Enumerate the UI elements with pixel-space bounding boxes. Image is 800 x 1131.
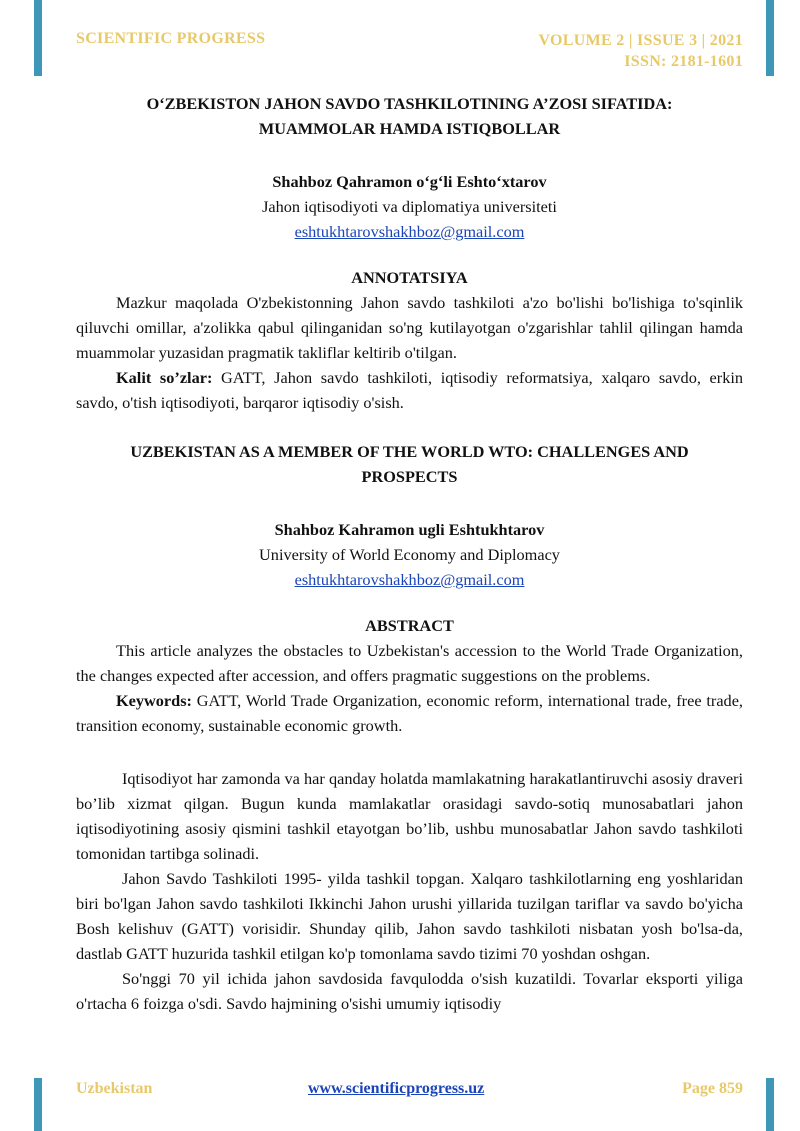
uz-title-line1: O‘ZBEKISTON JAHON SAVDO TASHKILOTINING A’ZOSI SIFATIDA: — [146, 94, 673, 113]
en-title-line1: UZBEKISTAN AS A MEMBER OF THE WORLD WTO: CHALLENGES AND — [130, 442, 689, 461]
footer-page-number: Page 859 — [682, 1080, 743, 1097]
body-paragraph-3: So'nggi 70 yil ichida jahon savdosida favqulodda o'sish kuzatildi. Tovarlar eksporti yiliga o'rtacha 6 foizga o'sdi. Savdo hajmining o'sishi umumiy iqtisodiy — [76, 969, 743, 1013]
journal-name: SCIENTIFIC PROGRESS — [76, 30, 266, 47]
footer-right-bar — [766, 1078, 774, 1131]
body-paragraph-1: Iqtisodiyot har zamonda va har qanday holatda mamlakatning harakatlantiruvchi asosiy draveri bo’lib xizmat qilgan. Bugun kunda mamlakatlar orasidagi savdo-sotiq munosabatlari jahon iqtisodiyotining asosiy qismini tashkil etayotgan bo’lib, ushbu munosabatlar Jahon savdo tashkiloti tomonidan tartibga solinadi. — [76, 769, 743, 863]
en-affiliation: University of World Economy and Diplomacy — [259, 545, 560, 564]
uz-email-link[interactable]: eshtukhtarovshakhboz@gmail.com — [294, 222, 525, 241]
en-abstract-heading: ABSTRACT — [365, 616, 454, 635]
en-abstract: This article analyzes the obstacles to Uzbekistan's accession to the World Trade Organization, the changes expected after accession, and offers pragmatic suggestions on the problems. — [76, 641, 743, 685]
uz-keywords-text: GATT, Jahon savdo tashkiloti, iqtisodiy reformatsiya, xalqaro savdo, erkin savdo, o'tish iqtisodiyoti, barqaror iqtisodiy o'sish. — [76, 368, 744, 412]
issn: ISSN: 2181-1601 — [624, 53, 743, 70]
en-title-line2: PROSPECTS — [361, 467, 458, 486]
body-paragraph-2: Jahon Savdo Tashkiloti 1995- yilda tashkil topgan. Xalqaro tashkilotlarning eng yoshlaridan biri bo'lgan Jahon savdo tashkiloti Ikkinchi Jahon urushi yillarida tuzilgan tariflar va savdo bo'yicha Bosh kelishuv (GATT) vorisidir. Shunday qilib, Jahon savdo tashkiloti nisbatan yosh bo'lsa-da, dastlab GATT huzurida tashkil etilgan ko'p tomonlama savdo tizimi 70 yoshdan oshgan. — [76, 869, 743, 963]
uz-affiliation: Jahon iqtisodiyoti va diplomatiya universiteti — [262, 197, 557, 216]
issue-info — [539, 30, 743, 72]
article-content — [76, 91, 743, 1016]
uz-author: Shahboz Qahramon o‘g‘li Eshto‘xtarov — [272, 172, 547, 191]
header-left-bar — [34, 0, 42, 76]
en-email-link[interactable]: eshtukhtarovshakhboz@gmail.com — [294, 570, 525, 589]
en-keywords-label: Keywords: — [116, 691, 192, 710]
footer-left-bar — [34, 1078, 42, 1131]
footer-country: Uzbekistan — [76, 1080, 153, 1097]
uz-keywords-label: Kalit so’zlar: — [116, 368, 213, 387]
uz-keywords — [76, 365, 743, 415]
header-right-bar — [766, 0, 774, 76]
volume-issue: VOLUME 2 | ISSUE 3 | 2021 — [538, 32, 743, 49]
en-author: Shahboz Kahramon ugli Eshtukhtarov — [274, 520, 545, 539]
uz-abstract: Mazkur maqolada O'zbekistonning Jahon savdo tashkiloti a'zo bo'lishi bo'lishiga to'sqinlik qiluvchi omillar, a'zolikka qabul qilinganidan so'ng kutilayotgan o'zgarishlar tahlil qilingan hamda muammolar yuzasidan pragmatik takliflar keltirib o'tilgan. — [76, 293, 743, 362]
en-keywords — [76, 688, 743, 738]
uz-title-line2: MUAMMOLAR HAMDA ISTIQBOLLAR — [258, 119, 561, 138]
uz-abstract-heading: ANNOTATSIYA — [351, 268, 468, 287]
en-keywords-text: GATT, World Trade Organization, economic reform, international trade, free trade, transition economy, sustainable economic growth. — [76, 691, 743, 735]
footer-website-link[interactable]: www.scientificprogress.uz — [308, 1080, 485, 1097]
